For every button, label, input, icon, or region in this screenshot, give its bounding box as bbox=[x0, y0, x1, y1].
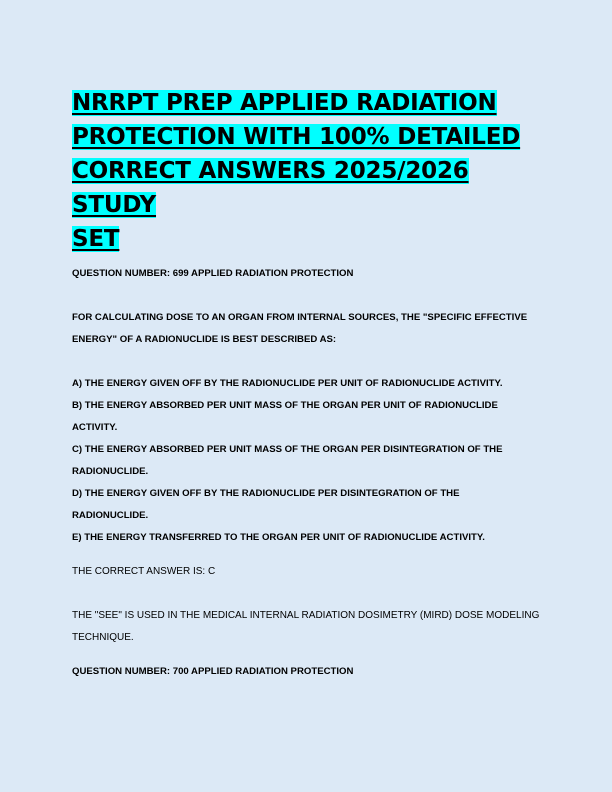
answer-option-line: A) THE ENERGY GIVEN OFF BY THE RADIONUCLIDE PER UNIT OF RADIONUCLIDE ACTIVITY. bbox=[72, 378, 503, 389]
answer-option-line: RADIONUCLIDE. bbox=[72, 466, 149, 477]
question-header: QUESTION NUMBER: 699 APPLIED RADIATION PROTECTION bbox=[72, 268, 354, 279]
title-line: CORRECT ANSWERS 2025/2026 STUDY bbox=[72, 158, 469, 218]
question-stem-line: ENERGY" OF A RADIONUCLIDE IS BEST DESCRIBED AS: bbox=[72, 334, 337, 345]
explanation-line: THE "SEE" IS USED IN THE MEDICAL INTERNAL RADIATION DOSIMETRY (MIRD) DOSE MODELING bbox=[72, 610, 540, 621]
answer-option-line: ACTIVITY. bbox=[72, 422, 118, 433]
answer-option-line: E) THE ENERGY TRANSFERRED TO THE ORGAN PER UNIT OF RADIONUCLIDE ACTIVITY. bbox=[72, 532, 485, 543]
document-title bbox=[72, 86, 532, 256]
question-header: QUESTION NUMBER: 700 APPLIED RADIATION PROTECTION bbox=[72, 666, 354, 677]
title-line: NRRPT PREP APPLIED RADIATION bbox=[72, 90, 497, 116]
title-line: PROTECTION WITH 100% DETAILED bbox=[72, 124, 521, 150]
title-line: SET bbox=[72, 226, 120, 252]
correct-answer: THE CORRECT ANSWER IS: C bbox=[72, 566, 216, 577]
answer-option-line: D) THE ENERGY GIVEN OFF BY THE RADIONUCLIDE PER DISINTEGRATION OF THE bbox=[72, 488, 460, 499]
answer-option-line: RADIONUCLIDE. bbox=[72, 510, 149, 521]
answer-option-line: C) THE ENERGY ABSORBED PER UNIT MASS OF THE ORGAN PER DISINTEGRATION OF THE bbox=[72, 444, 503, 455]
explanation-line: TECHNIQUE. bbox=[72, 632, 134, 643]
question-stem-line: FOR CALCULATING DOSE TO AN ORGAN FROM INTERNAL SOURCES, THE "SPECIFIC EFFECTIVE bbox=[72, 312, 528, 323]
answer-option-line: B) THE ENERGY ABSORBED PER UNIT MASS OF THE ORGAN PER UNIT OF RADIONUCLIDE bbox=[72, 400, 498, 411]
